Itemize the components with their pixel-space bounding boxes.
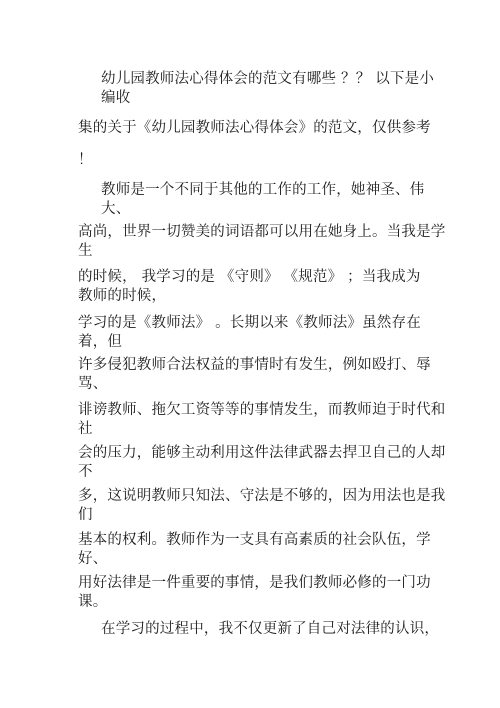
text-line-21: 基本的权利。教师作为一支具有高素质的社会队伍，学: [78, 532, 431, 548]
text-line-10: 教师的时候，: [78, 288, 167, 304]
text-line-2: 编收: [101, 90, 131, 106]
text-line-14: 骂、: [78, 376, 108, 392]
text-line-5: 教师是一个不同于其他的工作的工作，她神圣、伟: [101, 182, 425, 198]
text-line-18: 不: [78, 464, 93, 480]
text-line-25: 在学习的过程中，我不仅更新了自己对法律的认识，: [101, 621, 440, 637]
text-line-7: 高尚，世界一切赞美的词语都可以用在她身上。当我是学: [78, 224, 446, 240]
text-line-17: 会的压力，能够主动利用这件法律武器去捍卫自己的人却: [78, 445, 446, 461]
text-line-15: 诽谤教师、拖欠工资等等的事情发生，而教师迫于时代和: [78, 402, 446, 418]
text-line-12: 着，但: [78, 334, 123, 350]
text-line-9: 的时候， 我学习的是 《守则》 《规范》 ；当我成为: [78, 269, 421, 285]
text-line-11: 学习的是《教师法》 。长期以来《教师法》虽然存在: [78, 315, 421, 331]
text-line-20: 们: [78, 507, 93, 523]
text-line-24: 课。: [78, 594, 108, 610]
text-line-8: 生: [78, 243, 93, 259]
text-line-3: 集的关于《幼儿园教师法心得体会》的范文，仅供参考: [78, 120, 431, 136]
text-line-1: 幼儿园教师法心得体会的范文有哪些 ？？ 以下是小: [101, 71, 435, 87]
text-line-4: ！: [78, 152, 93, 168]
text-line-16: 社: [78, 421, 93, 437]
text-line-13: 许多侵犯教师合法权益的事情时有发生，例如殴打、辱: [78, 357, 431, 373]
text-line-6: 大、: [101, 201, 131, 217]
text-line-19: 多，这说明教师只知法、守法是不够的，因为用法也是我: [78, 488, 446, 504]
text-line-23: 用好法律是一件重要的事情，是我们教师必修的一门功: [78, 575, 431, 591]
text-line-22: 好、: [78, 551, 108, 567]
